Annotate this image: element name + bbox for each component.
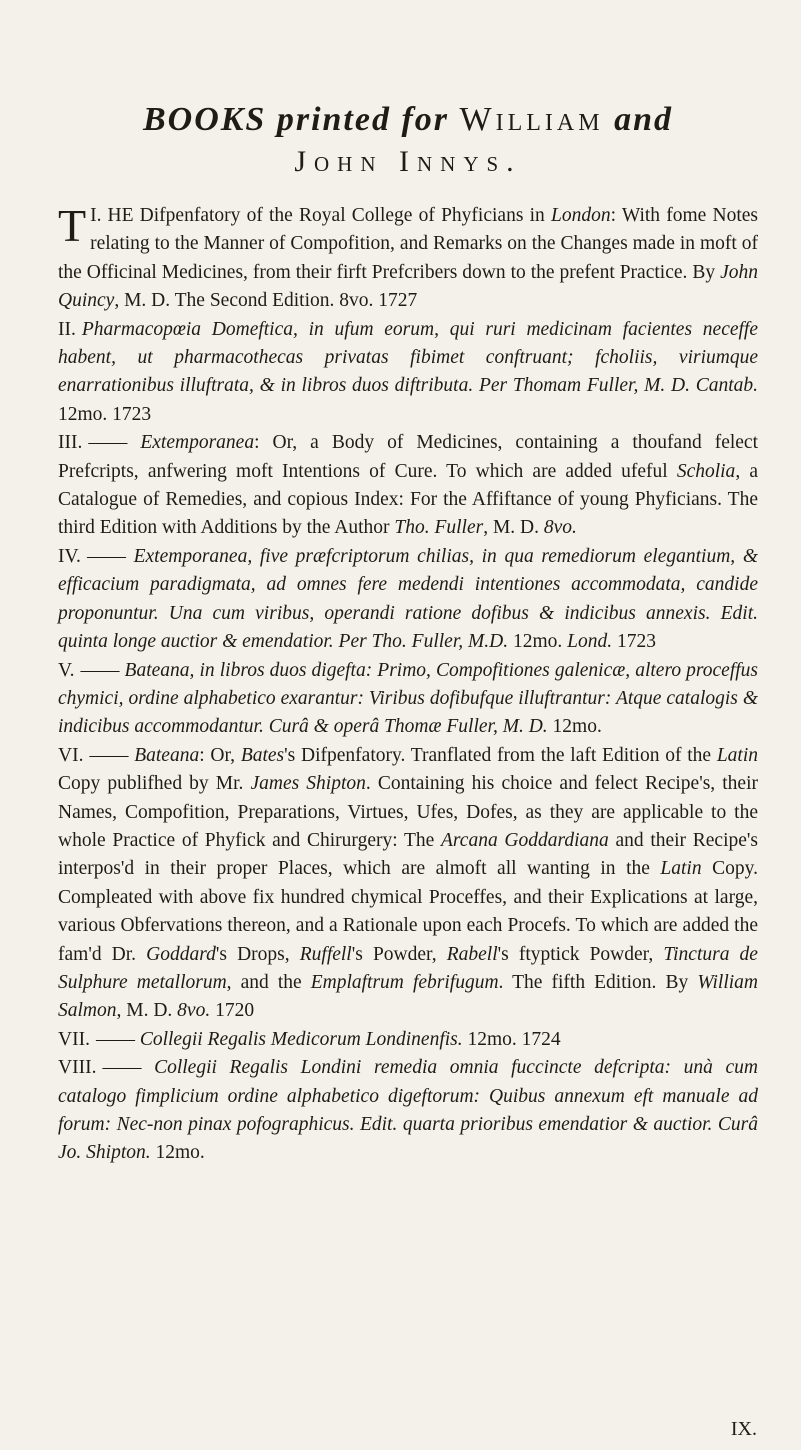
entry-text: 12mo. 1724	[462, 1028, 561, 1050]
entry-text: Copy. Compleated with above fix hundred chymical Proceffes, and their Explications at large, various Obfervations thereon, and a Rationale upon each Procefs. To which are added the fam'd Dr.	[58, 858, 758, 965]
entry-text: , a Catalogue of Remedies, and copious Index: For the Affiftance of young Phyficians. The third Edition with Additions by the Author	[58, 460, 758, 539]
entry-number: I.	[90, 205, 102, 226]
entry-text: . Containing his choice and felect Recipe's, their Names, Compofition, Preparations, Virtues, Ufes, Dofes, as they are applicable to the whole Practice of Phyfick and Chirurgery: The	[58, 773, 758, 851]
header-line-1	[58, 100, 758, 140]
book-entry	[58, 1054, 758, 1168]
entry-text-italic: Extemporanea, five præfcriptorum chilias, in qua remediorum elegantium, & efficacium paradigmata, ad omnes fere medendi intentiones accommodata, candide proponuntur. Una cum viribus, operandi ratione dofibus & indicibus annexis. Edit. quinta longe auctior & emendatior. Per Tho. Fuller, M.D.	[58, 545, 759, 653]
entry-number: II.	[58, 318, 76, 340]
entry-text-italic: William Salmon	[58, 971, 758, 1022]
entry-text: ——	[89, 744, 135, 766]
entry-text-italic: Collegii Regalis Medicorum Londinenfis.	[139, 1028, 463, 1050]
entry-text: 12mo.	[150, 1142, 205, 1164]
entry-text: ——	[88, 432, 141, 454]
entry-text: 12mo.	[508, 631, 568, 653]
entry-text: , M. D. The Second Edition. 8vo. 1727	[114, 290, 418, 312]
page	[58, 100, 758, 1168]
entry-text: . The fifth Edition. By	[498, 971, 698, 993]
entry-text: , M. D.	[483, 517, 544, 539]
entry-text: HE Difpenfatory of the Royal College of Phyficians in	[107, 205, 551, 226]
entry-text-italic: Pharmacopœia Domeftica, in ufum eorum, qui ruri medicinam facientes neceffe habent, ut pharmacothecas privatas fibimet conftruant; fcholiis, viriumque enarrationibus illuftrata, & in libros duos diftributa. Per Thomam Fuller, M. D. Cantab.	[58, 318, 758, 397]
entry-text: : Or, a Body of Medicines, containing a thoufand felect Prefcripts, anfwering moft Intentions of Cure. To which are added ufeful	[58, 432, 758, 482]
entry-text-italic: 8vo.	[543, 517, 577, 539]
entry-text: Copy publifhed by Mr.	[58, 773, 251, 795]
entry-text-italic: Bateana, in libros duos digefta: Primo, Compofitiones galenicæ, altero proceffus chymici, ordine alphabetico exarantur: Viribus dofibufque illuftrantur: Atque catalogis & indicibus accommodantur. Curâ & operâ Thomæ Fuller, M. D.	[58, 659, 759, 738]
entry-text: ——	[80, 659, 125, 681]
header-and: and	[614, 101, 674, 138]
header-william: William	[459, 101, 604, 138]
book-entry	[58, 316, 758, 430]
entry-text-italic: 8vo.	[177, 1000, 211, 1022]
entry-text: 's ftyptick Powder,	[497, 943, 664, 965]
entry-text-italic: James Shipton	[250, 773, 366, 795]
entry-text-italic: John Quincy	[58, 261, 758, 312]
entry-text-italic: Rabell	[446, 943, 498, 965]
entry-number: V.	[58, 659, 75, 681]
entry-text: and their Recipe's interpos'd in their proper Places, which are almoft all wanting in the	[58, 829, 758, 880]
entry-text: 1723	[612, 631, 656, 653]
entry-text-italic: Lond.	[567, 631, 613, 653]
entry-text: : Or,	[199, 744, 241, 766]
entry-text-italic: Latin	[716, 744, 758, 766]
entry-text: 's Difpenfatory. Tranflated from the laft Edition of the	[284, 744, 717, 766]
entry-text: : With fome Notes relating to the Manner of Compofition, and Remarks on the Changes made in moft of the Officinal Medicines, from their firft Prefcribers down to the prefent Practice. By	[58, 205, 758, 283]
entry-number: VI.	[58, 744, 84, 766]
book-entry	[58, 1026, 758, 1054]
entry-text-italic: Collegii Regalis Londini remedia omnia fuccincte defcripta: unà cum catalogo fimplicium ordine alphabetico digeftorum: Quibus annexum eft manuale ad forum: Nec-non pinax pofographicus. Edit. quarta prioribus emendatior & auctior. Curâ Jo. Shipton.	[58, 1057, 758, 1164]
catchword: IX.	[730, 1418, 757, 1440]
entry-number: III.	[58, 432, 83, 454]
entry-text-italic: Latin	[660, 858, 702, 880]
entry-text-italic: Bateana	[134, 744, 200, 766]
entry-text-italic: Tho. Fuller	[394, 517, 484, 539]
entry-text: 's Powder,	[351, 943, 447, 965]
header-books-printed-for: BOOKS printed for	[142, 101, 450, 138]
entry-text: 's Drops,	[215, 943, 300, 965]
entry-text-italic: Goddard	[146, 943, 216, 965]
entry-text-italic: Emplaftrum febrifugum	[310, 971, 499, 993]
entry-text-italic: Scholia	[676, 460, 736, 482]
entry-text: , and the	[226, 971, 311, 993]
entry-number: VIII.	[58, 1057, 97, 1079]
entry-text-italic: Arcana Goddardiana	[441, 829, 609, 851]
entry-text-italic: Bates	[240, 744, 285, 766]
header-line-2: John Innys.	[294, 145, 522, 178]
book-list	[58, 202, 758, 1168]
entry-number: VII.	[58, 1028, 90, 1050]
book-entry	[58, 543, 758, 657]
entry-text: ——	[86, 545, 134, 567]
entry-text-italic: London	[550, 205, 611, 226]
entry-number: IV.	[58, 545, 81, 567]
entry-text: ——	[102, 1057, 155, 1079]
book-entry	[58, 657, 758, 742]
book-entry	[58, 742, 758, 1026]
entry-text: , M. D.	[116, 1000, 178, 1022]
entry-text-italic: Ruffell	[299, 943, 352, 965]
entry-text: ——	[95, 1028, 140, 1050]
entry-text-italic: Extemporanea	[140, 432, 255, 454]
book-entry	[58, 202, 758, 316]
entry-text: 1720	[210, 1000, 255, 1022]
drop-cap: T	[58, 200, 87, 251]
entry-text: 12mo. 1723	[58, 403, 152, 425]
book-entry	[58, 429, 758, 543]
entry-text-italic: Tinctura de Sulphure metallorum	[58, 943, 758, 993]
entry-text: 12mo.	[547, 716, 602, 738]
